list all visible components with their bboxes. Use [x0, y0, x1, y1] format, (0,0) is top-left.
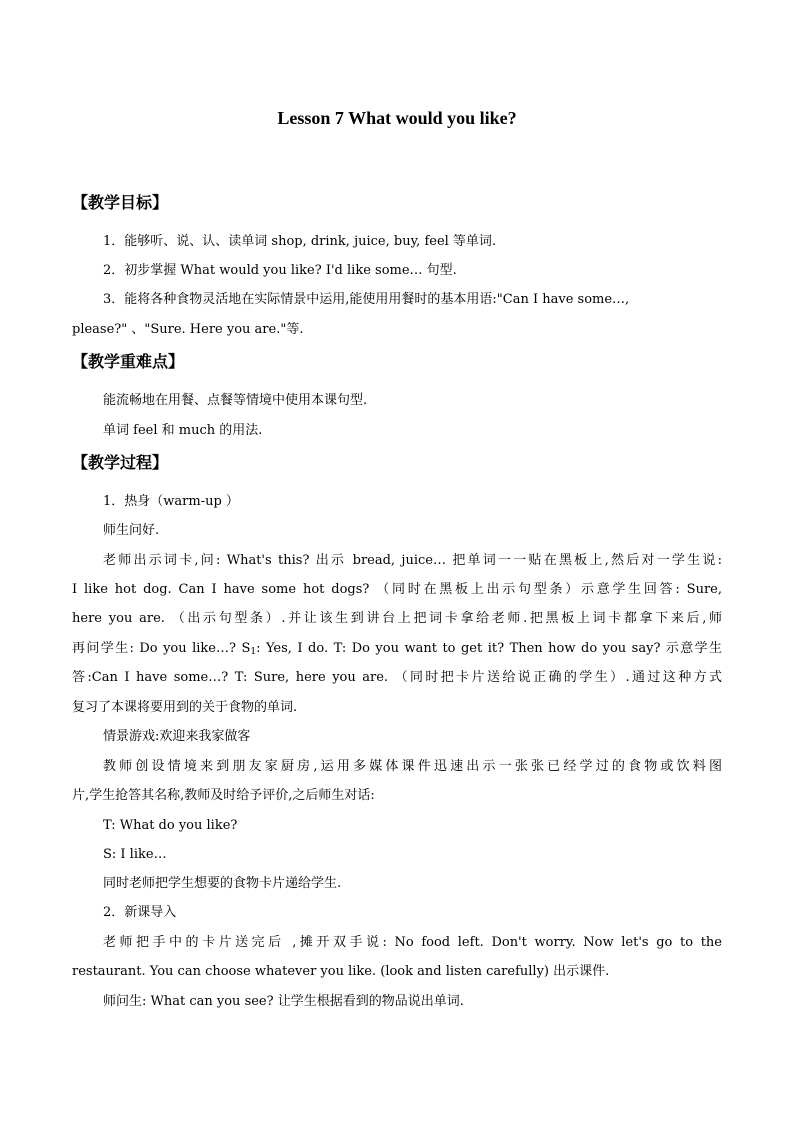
paragraph-1-line-4-b: : Yes, I do. T: Do you want to get it? Then how do you say? 示意学生 [256, 641, 722, 656]
section-new-lesson-title: 2．新课导入 [103, 905, 177, 920]
paragraph-1-line-1: 老师出示词卡,问: What's this? 出示 bread, juice… 把单词一一贴在黑板上,然后对一学生说: [103, 553, 722, 568]
scenario-game-title: 情景游戏:欢迎来我家做客 [103, 729, 251, 744]
paragraph-2-after: 同时老师把学生想要的食物卡片递给学生. [103, 876, 342, 891]
paragraph-3-line-2: restaurant. You can choose whatever you like. (look and listen carefully) 出示课件. [72, 964, 610, 979]
paragraph-1-line-2: I like hot dog. Can I have some hot dogs? （同时在黑板上出示句型条）示意学生回答: Sure, [72, 582, 722, 597]
heading-key-points: 【教学重难点】 [72, 352, 185, 371]
paragraph-1-line-5: 答:Can I have some…? T: Sure, here you are. （同时把卡片送给说正确的学生）.通过这种方式 [72, 670, 722, 685]
paragraph-2-line-2: 片,学生抢答其名称,教师及时给予评价,之后师生对话: [72, 788, 375, 803]
paragraph-2-line-1: 教师创设情境来到朋友家厨房,运用多媒体课件迅速出示一张张已经学过的食物或饮料图 [103, 759, 722, 774]
goal-item-2: 2．初步掌握 What would you like? I'd like some… 句型. [103, 263, 457, 278]
paragraph-3-line-1: 老师把手中的卡片送完后 ,摊开双手说: No food left. Don't worry. Now let's go to the [103, 935, 722, 950]
dialog-student-line: S: I like… [103, 847, 167, 862]
paragraph-3-line-3: 师问生: What can you see? 让学生根据看到的物品说出单词. [103, 994, 464, 1009]
goal-item-1: 1．能够听、说、认、读单词 shop, drink, juice, buy, feel 等单词. [103, 234, 497, 249]
section-warmup-title: 1．热身（warm-up ） [103, 494, 239, 509]
paragraph-1-line-4-a: 再问学生: Do you like…? S [72, 641, 251, 656]
paragraph-1-line-6: 复习了本课将要用到的关于食物的单词. [72, 700, 298, 715]
paragraph-1-line-4 [72, 639, 722, 659]
dialog-teacher-line: T: What do you like? [103, 818, 238, 833]
greeting-line: 师生问好. [103, 523, 160, 538]
student-subscript: 1 [250, 647, 257, 657]
keypoint-item-1: 能流畅地在用餐、点餐等情境中使用本课句型. [103, 393, 368, 408]
goal-item-3-cont: please?" 、"Sure. Here you are."等. [72, 322, 304, 337]
heading-teaching-goals: 【教学目标】 [72, 193, 169, 212]
goal-item-3: 3．能将各种食物灵活地在实际情景中运用,能使用用餐时的基本用语:"Can I have some…, [103, 292, 630, 307]
heading-teaching-process: 【教学过程】 [72, 453, 169, 472]
lesson-title: Lesson 7 What would you like? [277, 108, 517, 128]
keypoint-item-2: 单词 feel 和 much 的用法. [103, 423, 263, 438]
paragraph-1-line-3: here you are. （出示句型条）.并让该生到讲台上把词卡拿给老师.把黑板上词卡都拿下来后,师 [72, 611, 722, 626]
